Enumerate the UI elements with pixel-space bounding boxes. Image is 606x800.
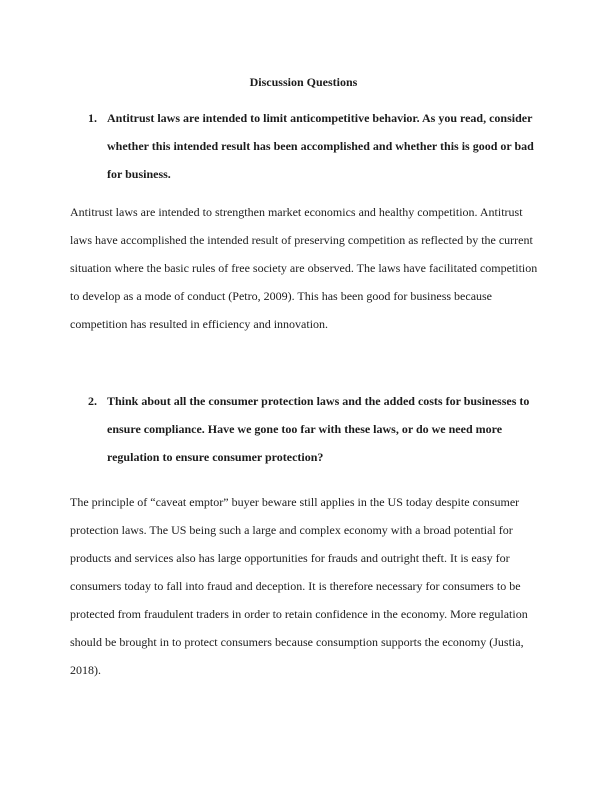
text-line: to develop as a mode of conduct (Petro, 2009). This has been good for business because <box>70 289 493 303</box>
text-line: competition has resulted in efficiency and innovation. <box>70 317 329 331</box>
text-line: laws have accomplished the intended result of preserving competition as reflected by the current <box>70 233 533 247</box>
text-line: products and services also has large opportunities for frauds and outright theft. It is easy for <box>70 551 510 565</box>
text-line: protected from fraudulent traders in order to retain confidence in the economy. More regulation <box>70 607 528 621</box>
text-line: whether this intended result has been accomplished and whether this is good or bad <box>107 139 534 153</box>
answer-2-paragraph <box>70 488 537 684</box>
document-content <box>70 68 537 684</box>
text-line: situation where the basic rules of free society are observed. The laws have facilitated competition <box>70 261 538 275</box>
question-2-text <box>107 387 537 471</box>
text-line: protection laws. The US being such a large and complex economy with a broad potential for <box>70 523 513 537</box>
text-line: regulation to ensure consumer protection? <box>107 450 324 464</box>
text-line: Antitrust laws are intended to limit anticompetitive behavior. As you read, consider <box>107 111 533 125</box>
text-line: for business. <box>107 167 171 181</box>
answer-1-paragraph <box>70 198 537 338</box>
text-line: consumers today to fall into fraud and deception. It is therefore necessary for consumers to be <box>70 579 521 593</box>
text-line: ensure compliance. Have we gone too far with these laws, or do we need more <box>107 422 503 436</box>
document-title: Discussion Questions <box>249 75 358 89</box>
question-2-number: 2. <box>88 394 97 408</box>
question-1-number: 1. <box>88 111 97 125</box>
text-line: should be brought in to protect consumers because consumption supports the economy (Justia, <box>70 635 524 649</box>
question-1 <box>70 104 537 188</box>
text-line: Think about all the consumer protection laws and the added costs for businesses to <box>107 394 530 408</box>
question-2 <box>70 387 537 471</box>
question-1-text <box>107 104 537 188</box>
text-line: The principle of “caveat emptor” buyer beware still applies in the US today despite consumer <box>70 495 520 509</box>
question-block-1 <box>70 104 537 338</box>
text-line: 2018). <box>70 663 101 677</box>
question-block-2 <box>70 387 537 684</box>
text-line: Antitrust laws are intended to strengthen market economics and healthy competition. Antitrust <box>70 205 523 219</box>
